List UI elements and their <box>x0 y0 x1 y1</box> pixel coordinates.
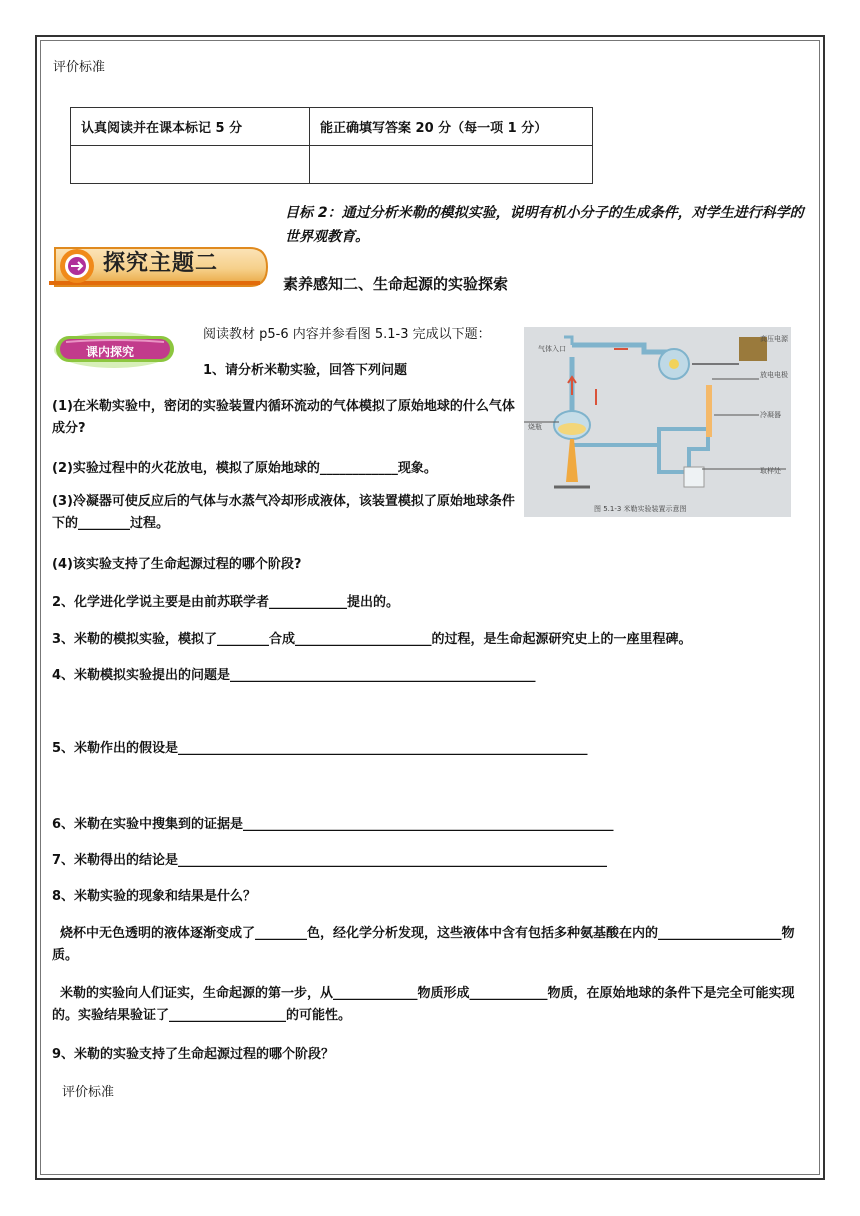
score-blank-2[interactable] <box>310 146 593 184</box>
question-1-3: (3)冷凝器可使反应后的气体与水蒸气冷却形成液体，该装置模拟了原始地球条件下的________过程。 <box>52 494 515 531</box>
question-7: 7、米勒得出的结论是__________________________________________________________________ <box>52 853 608 868</box>
figure-caption: 图 5.1-3 米勒实验装置示意图 <box>594 505 687 513</box>
reading-intro: 阅读教材 p5-6 内容并参看图 5.1-3 完成以下题： <box>203 327 491 342</box>
question-1-2: (2)实验过程中的火花放电，模拟了原始地球的____________现象。 <box>52 461 437 476</box>
figure-label-flask: 烧瓶 <box>528 423 542 431</box>
learning-goal: 目标 2：通过分析米勒的模拟实验，说明有机小分子的生成条件，对学生进行科学的世界观教育。 <box>285 205 804 245</box>
figure-label-condenser: 冷凝器 <box>760 411 781 419</box>
score-cell-reading: 认真阅读并在课本标记 5 分 <box>71 108 310 146</box>
question-8-answer-a: 烧杯中无色透明的液体逐渐变成了________色，经化学分析发现，这些液体中含有包括多种氨基酸在内的___________________物质。 <box>52 926 795 963</box>
score-cell-answers: 能正确填写答案 20 分（每一项 1 分） <box>310 108 593 146</box>
figure-label-gas-inlet: 气体入口 <box>538 345 566 353</box>
question-8-answer-b: 米勒的实验向人们证实，生命起源的第一步，从_____________物质形成____________物质，在原始地球的条件下是完全可能实现的。实验结果验证了__________________的可能性。 <box>52 986 795 1023</box>
question-9: 9、米勒的实验支持了生命起源过程的哪个阶段？ <box>52 1047 335 1062</box>
question-1-title: 1、请分析米勒实验，回答下列问题 <box>203 363 408 378</box>
figure-label-sample: 取样处 <box>760 467 781 475</box>
question-8: 8、米勒实验的现象和结果是什么？ <box>52 889 257 904</box>
table-row <box>71 146 593 184</box>
miller-apparatus-figure <box>524 327 791 517</box>
score-blank-1[interactable] <box>71 146 310 184</box>
evaluation-heading: 评价标准 <box>53 60 106 75</box>
question-4: 4、米勒模拟实验提出的问题是_______________________________________________ <box>52 668 536 683</box>
score-table <box>70 107 593 184</box>
evaluation-footer: 评价标准 <box>62 1085 115 1100</box>
question-6: 6、米勒在实验中搜集到的证据是_________________________________________________________ <box>52 817 614 832</box>
table-row <box>71 108 593 146</box>
question-2: 2、化学进化学说主要是由前苏联学者____________提出的。 <box>52 595 400 610</box>
figure-label-power: 高压电源 <box>760 335 788 343</box>
question-5: 5、米勒作出的假设是_______________________________________________________________ <box>52 741 588 756</box>
question-1-1: (1)在米勒实验中，密闭的实验装置内循环流动的气体模拟了原始地球的什么气体成分? <box>52 399 515 436</box>
badge-text: 课内探究 <box>86 345 135 359</box>
question-1-4: (4)该实验支持了生命起源过程的哪个阶段? <box>52 557 302 572</box>
banner-title: 探究主题二 <box>103 250 219 276</box>
figure-label-spark: 放电电极 <box>760 371 788 379</box>
question-3: 3、米勒的模拟实验，模拟了________合成_____________________的过程，是生命起源研究史上的一座里程碑。 <box>52 632 692 647</box>
section-title: 素养感知二、生命起源的实验探索 <box>283 275 509 293</box>
